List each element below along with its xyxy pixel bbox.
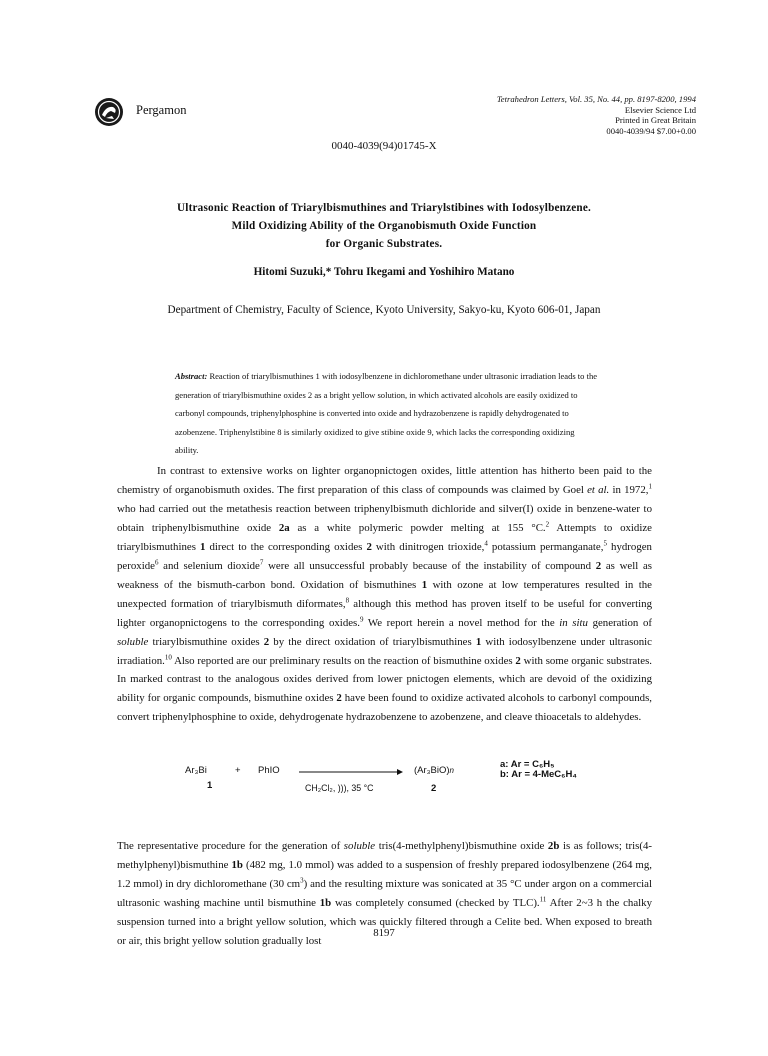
compound-label-2: 2 [431,783,437,794]
journal-printed: Printed in Great Britain [615,115,696,126]
author-list: Hitomi Suzuki,* Tohru Ikegami and Yoshihiro Matano [253,266,515,278]
pergamon-logo-icon [94,97,124,127]
article-title [80,199,688,253]
variant-a: a: Ar = C₆H₅ [500,759,555,770]
product [414,765,454,776]
product-subscript: n [449,766,454,775]
title-line-2: Mild Oxidizing Ability of the Organobismuth Oxide Function [231,220,537,232]
abstract-text: Reaction of triarylbismuthines 1 with iodosylbenzene in dichloromethane under ultrasonic irradiation leads to the generation of triarylbismuthine oxides 2 as a bright yellow solution, in which activated alcohols are easily oxidized to carbonyl compounds, triphenylphosphine is converted into oxide and hydrazobenzene is rapidly dehydrogenated to azobenzene. Triphenylstibine 8 is similarly oxidized to give stibine oxide 9, which lacks the corresponding oxidizing ability. [175,371,598,455]
title-line-3: for Organic Substrates. [325,238,443,250]
abstract [175,367,600,460]
journal-publisher: Elsevier Science Ltd [624,104,696,115]
abstract-label: Abstract: [175,371,208,381]
variant-b: b: Ar = 4-MeC₆H₄ [500,769,577,780]
reaction-arrow-icon [299,767,403,777]
affiliation: Department of Chemistry, Faculty of Science, Kyoto University, Sakyo-ku, Kyoto 606-01, Japan [167,304,601,316]
reactant-2: PhIO [258,765,280,776]
product-formula: (Ar₃BiO) [414,765,450,776]
journal-citation: Tetrahedron Letters, Vol. 35, No. 44, pp. 8197-8200, 1994 [496,94,696,104]
journal-info [497,94,696,136]
reaction-scheme [117,761,652,821]
publisher-name: Pergamon [136,103,187,117]
journal-price: 0040-4039/94 $7.00+0.00 [606,125,696,136]
plus-sign: + [235,765,241,776]
body-paragraph-2: The representative procedure for the generation of soluble tris(4-methylphenyl)bismuthine oxide 2b is as follows; tris(4-methylphenyl)bismuthine 1b (482 mg, 1.0 mmol) was added to a suspension of freshly prepared iodosylbenzene (264 mg, 1.2 mmol) in dry dichloromethane (30 $cm^3$) and the resulting mixture was sonicated at 35 °C under argon on a commercial ultrasonic washing machine until bismuthine 1b was completely consumed (checked by TLC).$^{11}$ After 2~3 h the chalky suspension turned into a bright yellow solution, which was quickly filtered through a Celite bed. When exposed to breath or air, this bright yellow solution gradually lost [117,840,652,947]
reaction-conditions: CH₂Cl₂, ))), 35 °C [305,783,374,793]
body-text [117,462,652,727]
reactant-1: Ar₃Bi [185,765,207,776]
title-line-1: Ultrasonic Reaction of Triarylbismuthines and Triarylstibines with Iodosylbenzene. [177,202,591,214]
article-doi: 0040-4039(94)01745-X [331,140,437,152]
page-number: 8197 [373,927,395,939]
compound-label-1: 1 [207,780,213,791]
body-paragraph-1: In contrast to extensive works on lighter organopnictogen oxides, little attention has hitherto been paid to the chemistry of organobismuth oxides. The first preparation of this class of compounds was claimed by Goel et al. in 1972,$^1$ who had carried out the metathesis reaction between triphenylbismuth dichloride and silver(I) oxide in benzene-water to obtain triphenylbismuthine oxide 2a as a white polymeric powder melting at 155 °C.$^2$ Attempts to oxidize triarylbismuthines 1 direct to the corresponding oxides 2 with dinitrogen trioxide,$^4$ potassium permanganate,$^5$ hydrogen peroxide$^6$ and selenium dioxide$^7$ were all unsuccessful probably because of the instability of compound 2 as well as weakness of the bismuth-carbon bond. Oxidation of bismuthines 1 with ozone at low temperatures resulted in the unexpected formation of triarylbismuth diformates,$^8$ although this method has proven itself to be useful for converting lighter organopnictogens to the corresponding oxides.$^9$ We report herein a novel method for the in situ generation of soluble triarylbismuthine oxides 2 by the direct oxidation of triarylbismuthines 1 with iodosylbenzene under ultrasonic irradiation.$^{10}$ Also reported are our preliminary results on the reaction of bismuthine oxides 2 with some organic substrates. In marked contrast to the analogous oxides derived from lower pnictogen elements, which are devoid of the oxidizing ability for organic compounds, bismuthine oxides 2 have been found to oxidize activated alcohols to carbonyl compounds, convert triphenylphosphine to oxide, dehydrogenate hydrazobenzene to azobenzene, and cleave thioacetals to aldehydes. [117,465,652,724]
